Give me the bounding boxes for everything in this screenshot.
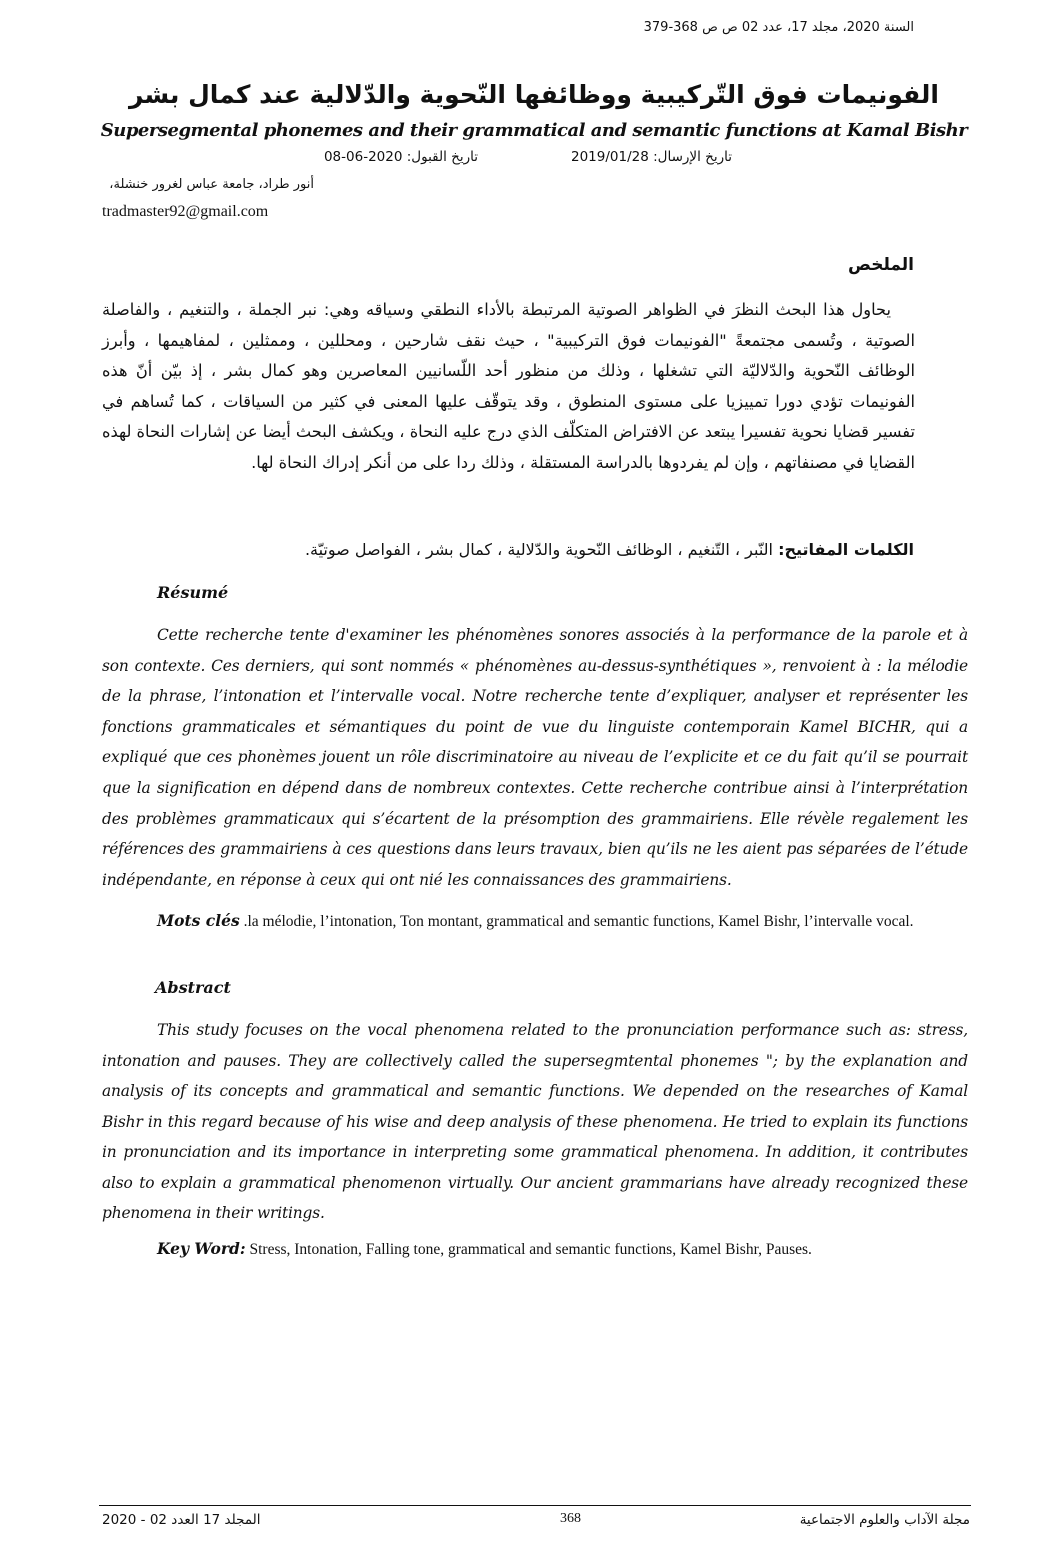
date-sent: [571, 147, 732, 167]
article-title-arabic: الفونيمات فوق التّركيبية ووظائفها النّحوية والدّلالية عند كمال بشر: [128, 80, 939, 109]
footer-divider: [99, 1505, 971, 1506]
french-keywords-text: .la mélodie, l’intonation, Ton montant, grammatical and semantic functions, Kamel Bishr, l’intervalle vocal.: [243, 913, 914, 930]
arabic-keywords: [94, 537, 914, 563]
footer-journal-name: مجلة الآداب والعلوم الاجتماعية: [799, 1512, 970, 1528]
date-accepted: [324, 147, 478, 167]
resume-heading: Résumé: [157, 583, 229, 602]
abstract-body: [102, 1015, 968, 1229]
english-keywords-text: Stress, Intonation, Falling tone, grammatical and semantic functions, Kamel Bishr, Pauses.: [249, 1241, 812, 1258]
abstract-text: This study focuses on the vocal phenomena related to the pronunciation performance such as: stress, intonation and pauses. They are collectively called the supersegmtental phonemes "; by the explanation and analysis of its concepts and grammatical and semantic functions. We depended on the researches of Kamal Bishr in this regard because of his wise and deep analysis of these phenomena. He tried to explain its functions in pronunciation and its importance in interpreting some grammatical phenomena. In addition, it contributes also to explain a grammatical phenomenon virtually. Our ancient grammarians have already recognized these phenomena in their writings.: [102, 1021, 968, 1222]
date-sent-value: 2019/01/28: [570, 149, 649, 165]
arabic-keywords-text: النّبر ، التّنغيم ، الوظائف النّحوية والدّلالية ، كمال بشر ، الفواصل صوتيّة.: [304, 540, 773, 559]
footer-volume-issue: المجلد 17 العدد 02 - 2020: [102, 1512, 261, 1528]
english-keywords-label: Key Word:: [157, 1239, 246, 1258]
arabic-abstract-text: يحاول هذا البحث النظرَ في الظواهر الصوتية المرتبطة بالأداء النطقي وسياقه وهي: نبر الجملة ، والتنغيم ، والفاصلة الصوتية ، وتُسمى مجتمعةً "الفونيمات فوق التركيبية" ، حيث نقف شارحين ، ومحللين ، وممثلين ، لمفاهيمها ، وأبرز الوظائف النّحوية والدّلاليّة التي تشغلها ، وذلك من منظور أحد اللّسانيين المعاصرين وهو كمال بشر ، إذ بيّن أنّ هذه الفونيمات تؤدي دورا تمييزيا على مستوى المنطوق ، وقد يتوقّف عليها المعنى في كثير من السياقات ، كما تُساهم في تفسير قضايا نحوية تفسيرا يبتعد عن الافتراض المتكلّف الذي درج عليه النحاة ، ويكشف البحث أيضا عن إشارات النحاة لهذه القضايا في مصنفاتهم ، وإن لم يفردوها بالدراسة المستقلة ، وذلك ردا على من أنكر إدراك النحاة لها.: [102, 300, 915, 472]
date-sent-label: تاريخ الإرسال:: [653, 149, 732, 165]
date-accepted-value: 2020-06-08: [323, 149, 403, 165]
resume-text: Cette recherche tente d'examiner les phénomènes sonores associés à la performance de la parole et à son contexte. Ces derniers, qui sont nommés « phénomènes au-dessus-synthétiques », renvoient à : la mélodie de la phrase, l’intonation et l’intervalle vocal. Notre recherche tente d’expliquer, analyser et représenter les fonctions grammaticales et sémantiques du point de vue du linguiste contemporain Kamel BICHR, qui a expliqué que ces phonèmes jouent un rôle discriminatoire au niveau de l’explicite et ce du fait qu’il se pourrait que la signification en dépend dans de nombreux contextes. Cette recherche contribue ainsi à l’interprétation des problèmes grammaticaux qui s’écartent de la présomption des grammairiens. Elle révèle regalement les références des grammairiens à ces questions dans leurs travaux, bien qu’ils ne les aient pas séparées de l’étude indépendante, en réponse à ceux qui ont nié les connaissances des grammairiens.: [102, 626, 968, 889]
arabic-abstract-body: [102, 295, 915, 478]
author-affiliation: أنور طراد، جامعة عباس لغرور خنشلة،: [109, 177, 314, 192]
author-email[interactable]: tradmaster92@gmail.com: [102, 203, 269, 220]
french-keywords-label: Mots clés: [157, 911, 240, 930]
date-accepted-label: تاريخ القبول:: [406, 149, 478, 165]
running-head: السنة 2020، مجلد 17، عدد 02 ص ص 368-379: [643, 20, 914, 35]
resume-body: [102, 620, 968, 895]
abstract-heading: Abstract: [155, 978, 231, 997]
french-keywords: [102, 905, 968, 937]
arabic-keywords-label: الكلمات المفاتيح:: [778, 540, 914, 559]
page-number: 368: [560, 1511, 581, 1526]
arabic-abstract-heading: الملخص: [848, 255, 914, 275]
english-keywords: [157, 1239, 812, 1259]
article-title-english: Supersegmental phonemes and their grammatical and semantic functions at Kamal Bishr: [100, 120, 968, 141]
